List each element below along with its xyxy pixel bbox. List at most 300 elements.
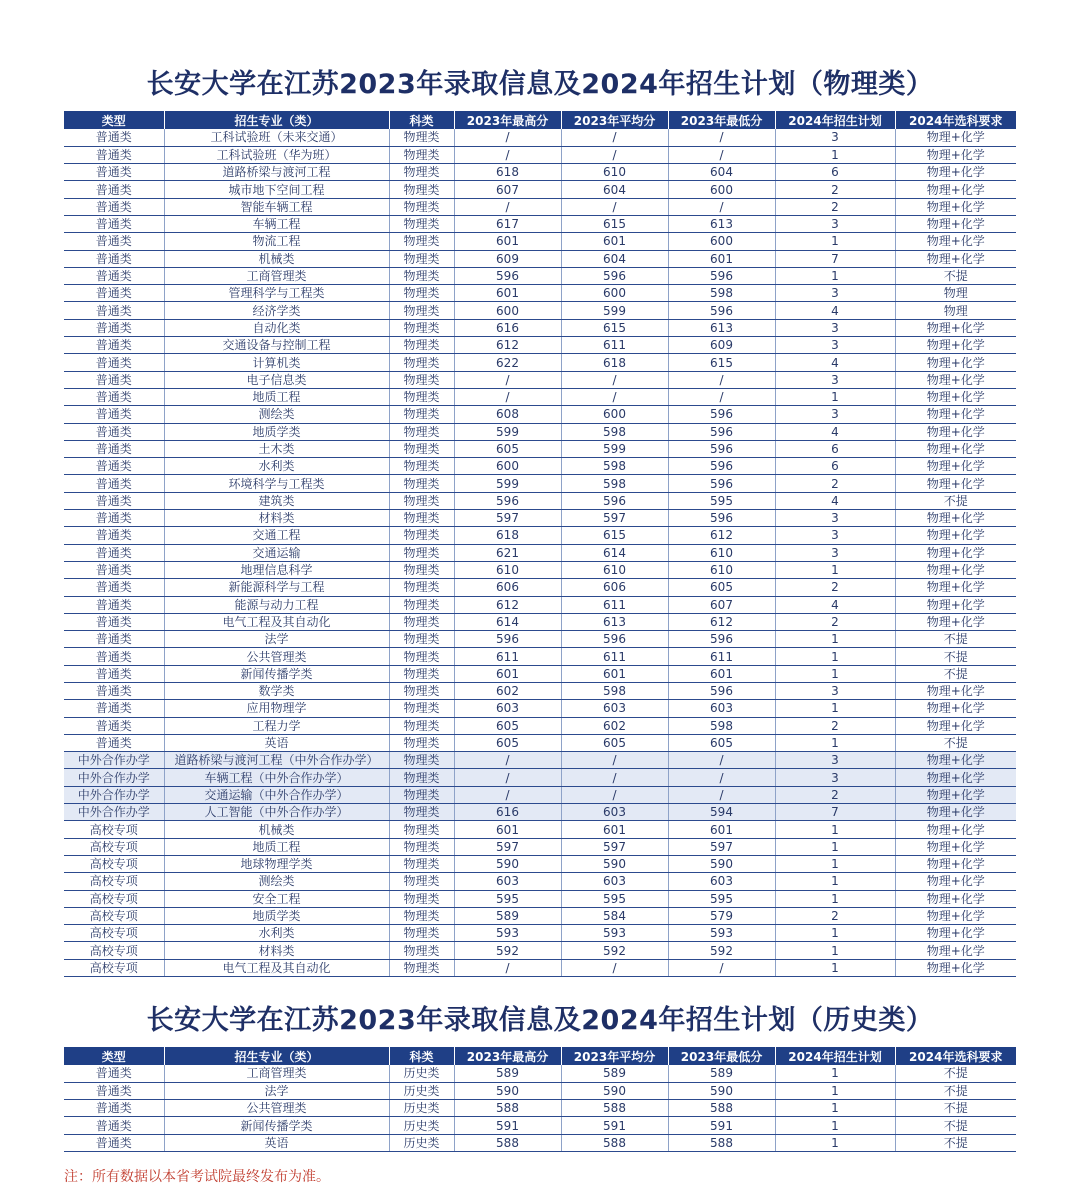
- table-cell: 高校专项: [64, 873, 164, 890]
- table-cell: 1: [775, 1134, 895, 1151]
- table-row: [64, 752, 1016, 769]
- table-cell: 交通运输（中外合作办学）: [164, 786, 389, 803]
- column-header: 2024年招生计划: [775, 1047, 895, 1065]
- table-cell: 596: [454, 492, 561, 509]
- table-cell: 普通类: [64, 1117, 164, 1134]
- table-cell: 历史类: [389, 1100, 454, 1117]
- column-header: 招生专业（类）: [164, 1047, 389, 1065]
- table-cell: 3: [775, 510, 895, 527]
- table-cell: 普通类: [64, 302, 164, 319]
- table-cell: 588: [668, 1134, 775, 1151]
- table-cell: 普通类: [64, 181, 164, 198]
- table-cell: /: [668, 146, 775, 163]
- table-cell: 普通类: [64, 1100, 164, 1117]
- table-cell: 高校专项: [64, 838, 164, 855]
- table-cell: 自动化类: [164, 319, 389, 336]
- history-title: 长安大学在江苏2023年录取信息及2024年招生计划（历史类）: [146, 1005, 934, 1036]
- column-header: 2023年平均分: [561, 1047, 668, 1065]
- table-cell: 1: [775, 1117, 895, 1134]
- table-cell: 598: [561, 458, 668, 475]
- table-cell: 603: [454, 700, 561, 717]
- table-row: [64, 440, 1016, 457]
- table-cell: 物理+化学: [895, 561, 1016, 578]
- table-cell: 物理类: [389, 959, 454, 976]
- column-header: 招生专业（类）: [164, 111, 389, 129]
- table-cell: 物理+化学: [895, 700, 1016, 717]
- table-cell: 596: [668, 406, 775, 423]
- table-cell: /: [561, 786, 668, 803]
- table-cell: 596: [454, 267, 561, 284]
- table-row: [64, 388, 1016, 405]
- table-cell: 3: [775, 769, 895, 786]
- table-cell: 物理+化学: [895, 146, 1016, 163]
- table-cell: 普通类: [64, 665, 164, 682]
- physics-table: [64, 111, 1016, 977]
- table-cell: 物理+化学: [895, 440, 1016, 457]
- table-cell: 601: [561, 665, 668, 682]
- table-cell: 596: [668, 440, 775, 457]
- table-cell: 普通类: [64, 129, 164, 146]
- column-header: 2023年最高分: [454, 1047, 561, 1065]
- table-cell: 普通类: [64, 458, 164, 475]
- table-cell: 历史类: [389, 1082, 454, 1099]
- table-cell: /: [668, 388, 775, 405]
- table-cell: 3: [775, 129, 895, 146]
- table-cell: 610: [561, 561, 668, 578]
- table-cell: 普通类: [64, 319, 164, 336]
- table-cell: 车辆工程: [164, 215, 389, 232]
- table-cell: 能源与动力工程: [164, 596, 389, 613]
- table-cell: 616: [454, 319, 561, 336]
- table-cell: 1: [775, 873, 895, 890]
- table-row: [64, 198, 1016, 215]
- table-cell: 3: [775, 544, 895, 561]
- table-cell: 3: [775, 215, 895, 232]
- table-cell: 2: [775, 613, 895, 630]
- table-cell: 工商管理类: [164, 267, 389, 284]
- table-cell: 591: [454, 1117, 561, 1134]
- table-cell: 物理+化学: [895, 683, 1016, 700]
- table-cell: 法学: [164, 1082, 389, 1099]
- table-cell: 物理类: [389, 925, 454, 942]
- table-cell: 英语: [164, 1134, 389, 1151]
- table-cell: 物理+化学: [895, 388, 1016, 405]
- table-cell: 617: [454, 215, 561, 232]
- table-row: [64, 821, 1016, 838]
- table-cell: 物理类: [389, 146, 454, 163]
- table-cell: 603: [561, 804, 668, 821]
- table-cell: 地质学类: [164, 423, 389, 440]
- table-cell: 601: [454, 233, 561, 250]
- table-row: [64, 925, 1016, 942]
- table-row: [64, 406, 1016, 423]
- table-cell: 普通类: [64, 198, 164, 215]
- table-row: [64, 181, 1016, 198]
- table-cell: 数学类: [164, 683, 389, 700]
- table-cell: /: [454, 959, 561, 976]
- table-cell: 物理+化学: [895, 510, 1016, 527]
- table-row: [64, 302, 1016, 319]
- table-cell: 611: [454, 648, 561, 665]
- table-row: [64, 804, 1016, 821]
- table-cell: 物理类: [389, 648, 454, 665]
- table-cell: 599: [454, 475, 561, 492]
- table-cell: 物理+化学: [895, 752, 1016, 769]
- table-row: [64, 717, 1016, 734]
- table-cell: 物理+化学: [895, 907, 1016, 924]
- table-cell: 601: [454, 285, 561, 302]
- table-cell: 604: [561, 181, 668, 198]
- table-cell: 611: [668, 648, 775, 665]
- table-cell: 618: [454, 164, 561, 181]
- table-cell: 公共管理类: [164, 648, 389, 665]
- column-header: 2024年招生计划: [775, 111, 895, 129]
- table-cell: 597: [454, 510, 561, 527]
- table-cell: 高校专项: [64, 855, 164, 872]
- table-cell: 物理+化学: [895, 596, 1016, 613]
- table-cell: /: [561, 959, 668, 976]
- table-cell: /: [668, 198, 775, 215]
- table-cell: 高校专项: [64, 942, 164, 959]
- table-cell: 普通类: [64, 579, 164, 596]
- table-cell: 4: [775, 354, 895, 371]
- table-cell: /: [561, 388, 668, 405]
- table-cell: 590: [454, 1082, 561, 1099]
- table-cell: /: [454, 752, 561, 769]
- table-row: [64, 959, 1016, 976]
- table-cell: 615: [561, 319, 668, 336]
- table-cell: 1: [775, 665, 895, 682]
- table-cell: 智能车辆工程: [164, 198, 389, 215]
- table-cell: 物理类: [389, 510, 454, 527]
- table-cell: 物理类: [389, 544, 454, 561]
- table-cell: 590: [668, 1082, 775, 1099]
- table-cell: /: [668, 959, 775, 976]
- table-cell: 592: [668, 942, 775, 959]
- table-cell: 615: [668, 354, 775, 371]
- table-cell: 不提: [895, 1134, 1016, 1151]
- table-cell: 物理类: [389, 129, 454, 146]
- table-cell: 594: [668, 804, 775, 821]
- table-cell: 普通类: [64, 734, 164, 751]
- table-row: [64, 129, 1016, 146]
- table-cell: 物理+化学: [895, 164, 1016, 181]
- table-cell: 598: [561, 475, 668, 492]
- table-cell: /: [561, 752, 668, 769]
- table-cell: 物理+化学: [895, 371, 1016, 388]
- table-cell: 中外合作办学: [64, 752, 164, 769]
- table-cell: 建筑类: [164, 492, 389, 509]
- table-cell: 普通类: [64, 146, 164, 163]
- table-cell: 高校专项: [64, 907, 164, 924]
- history-table: [64, 1047, 1016, 1152]
- table-cell: 新闻传播学类: [164, 1117, 389, 1134]
- table-cell: 596: [668, 423, 775, 440]
- column-header: 科类: [389, 1047, 454, 1065]
- table-cell: 1: [775, 700, 895, 717]
- table-cell: 598: [668, 285, 775, 302]
- table-cell: 普通类: [64, 215, 164, 232]
- table-cell: 物理+化学: [895, 198, 1016, 215]
- table-cell: 7: [775, 804, 895, 821]
- table-cell: 601: [454, 665, 561, 682]
- table-cell: 4: [775, 596, 895, 613]
- table-cell: 普通类: [64, 596, 164, 613]
- table-cell: 高校专项: [64, 959, 164, 976]
- table-cell: 2: [775, 907, 895, 924]
- table-cell: 物理类: [389, 371, 454, 388]
- table-cell: 605: [561, 734, 668, 751]
- table-cell: 英语: [164, 734, 389, 751]
- table-cell: 高校专项: [64, 925, 164, 942]
- table-cell: 中外合作办学: [64, 786, 164, 803]
- table-cell: 604: [561, 250, 668, 267]
- table-cell: 不提: [895, 665, 1016, 682]
- table-cell: 1: [775, 734, 895, 751]
- table-cell: 物理+化学: [895, 838, 1016, 855]
- table-row: [64, 855, 1016, 872]
- table-cell: 工商管理类: [164, 1065, 389, 1082]
- table-cell: 600: [454, 458, 561, 475]
- table-cell: 中外合作办学: [64, 769, 164, 786]
- table-cell: 电气工程及其自动化: [164, 613, 389, 630]
- table-row: [64, 631, 1016, 648]
- table-cell: 610: [668, 544, 775, 561]
- table-cell: 3: [775, 319, 895, 336]
- table-cell: 599: [454, 423, 561, 440]
- table-cell: 物理类: [389, 250, 454, 267]
- table-row: [64, 458, 1016, 475]
- table-cell: /: [561, 371, 668, 388]
- table-cell: 地质学类: [164, 907, 389, 924]
- table-cell: 604: [668, 164, 775, 181]
- table-cell: 1: [775, 959, 895, 976]
- table-cell: /: [454, 129, 561, 146]
- table-cell: 普通类: [64, 1065, 164, 1082]
- table-cell: 普通类: [64, 354, 164, 371]
- table-cell: 6: [775, 440, 895, 457]
- column-header: 2023年平均分: [561, 111, 668, 129]
- table-cell: 608: [454, 406, 561, 423]
- table-cell: /: [561, 198, 668, 215]
- column-header: 2023年最低分: [668, 111, 775, 129]
- table-row: [64, 561, 1016, 578]
- table-cell: 592: [454, 942, 561, 959]
- table-cell: 普通类: [64, 1082, 164, 1099]
- table-row: [64, 734, 1016, 751]
- table-cell: /: [561, 146, 668, 163]
- table-cell: 物理+化学: [895, 129, 1016, 146]
- table-cell: 物理类: [389, 215, 454, 232]
- table-cell: /: [454, 371, 561, 388]
- table-cell: 物理类: [389, 873, 454, 890]
- table-cell: 水利类: [164, 925, 389, 942]
- table-cell: 物理类: [389, 337, 454, 354]
- table-row: [64, 510, 1016, 527]
- table-cell: 1: [775, 388, 895, 405]
- table-cell: 新能源科学与工程: [164, 579, 389, 596]
- table-cell: 物理: [895, 302, 1016, 319]
- table-cell: 公共管理类: [164, 1100, 389, 1117]
- table-cell: /: [668, 752, 775, 769]
- table-cell: 物理+化学: [895, 181, 1016, 198]
- table-cell: 物理类: [389, 804, 454, 821]
- table-cell: 交通工程: [164, 527, 389, 544]
- table-row: [64, 215, 1016, 232]
- table-cell: 不提: [895, 631, 1016, 648]
- table-cell: 环境科学与工程类: [164, 475, 389, 492]
- table-cell: 579: [668, 907, 775, 924]
- table-cell: 3: [775, 752, 895, 769]
- table-cell: 普通类: [64, 475, 164, 492]
- column-header: 2024年选科要求: [895, 111, 1016, 129]
- table-cell: 597: [561, 838, 668, 855]
- table-cell: 地质工程: [164, 388, 389, 405]
- table-cell: 材料类: [164, 510, 389, 527]
- table-cell: 618: [561, 354, 668, 371]
- table-cell: 609: [454, 250, 561, 267]
- table-cell: 606: [561, 579, 668, 596]
- table-cell: 1: [775, 233, 895, 250]
- table-cell: 2: [775, 786, 895, 803]
- table-cell: 普通类: [64, 613, 164, 630]
- table-cell: 4: [775, 492, 895, 509]
- table-cell: /: [668, 769, 775, 786]
- table-cell: 高校专项: [64, 890, 164, 907]
- table-cell: 物理类: [389, 319, 454, 336]
- table-cell: 2: [775, 181, 895, 198]
- table-cell: 601: [561, 233, 668, 250]
- column-header: 2024年选科要求: [895, 1047, 1016, 1065]
- table-cell: 普通类: [64, 683, 164, 700]
- table-cell: 物理类: [389, 181, 454, 198]
- table-cell: 工科试验班（未来交通）: [164, 129, 389, 146]
- table-cell: 1: [775, 925, 895, 942]
- table-cell: 3: [775, 406, 895, 423]
- table-cell: 1: [775, 267, 895, 284]
- table-cell: 606: [454, 579, 561, 596]
- table-cell: 物理类: [389, 406, 454, 423]
- table-cell: 物理类: [389, 423, 454, 440]
- table-cell: 612: [454, 337, 561, 354]
- table-row: [64, 700, 1016, 717]
- table-cell: 595: [668, 492, 775, 509]
- table-row: [64, 596, 1016, 613]
- table-cell: 593: [454, 925, 561, 942]
- table-row: [64, 233, 1016, 250]
- table-row: [64, 873, 1016, 890]
- table-cell: 物理类: [389, 388, 454, 405]
- table-cell: 605: [668, 734, 775, 751]
- table-cell: 普通类: [64, 527, 164, 544]
- table-cell: 物理+化学: [895, 354, 1016, 371]
- table-cell: 物理+化学: [895, 769, 1016, 786]
- table-cell: 2: [775, 717, 895, 734]
- table-cell: /: [668, 129, 775, 146]
- table-row: [64, 838, 1016, 855]
- table-cell: 物理类: [389, 233, 454, 250]
- column-header: 2023年最高分: [454, 111, 561, 129]
- table-cell: 6: [775, 164, 895, 181]
- table-cell: 普通类: [64, 337, 164, 354]
- table-cell: 588: [561, 1100, 668, 1117]
- table-row: [64, 579, 1016, 596]
- table-row: [64, 648, 1016, 665]
- column-header: 类型: [64, 1047, 164, 1065]
- table-cell: 物理类: [389, 527, 454, 544]
- table-cell: 物理类: [389, 613, 454, 630]
- table-cell: 工程力学: [164, 717, 389, 734]
- table-row: [64, 769, 1016, 786]
- table-cell: /: [454, 769, 561, 786]
- table-cell: 普通类: [64, 250, 164, 267]
- table-cell: 历史类: [389, 1065, 454, 1082]
- table-row: [64, 492, 1016, 509]
- table-cell: 611: [561, 648, 668, 665]
- table-cell: 613: [668, 319, 775, 336]
- table-cell: 物理+化学: [895, 319, 1016, 336]
- table-cell: 普通类: [64, 233, 164, 250]
- table-row: [64, 544, 1016, 561]
- table-cell: 601: [668, 665, 775, 682]
- physics-body: [64, 129, 1016, 977]
- table-cell: 618: [454, 527, 561, 544]
- table-cell: 591: [561, 1117, 668, 1134]
- table-cell: 596: [668, 631, 775, 648]
- table-cell: 614: [454, 613, 561, 630]
- table-cell: 应用物理学: [164, 700, 389, 717]
- table-cell: 595: [454, 890, 561, 907]
- table-cell: 物理+化学: [895, 717, 1016, 734]
- table-cell: 普通类: [64, 631, 164, 648]
- table-cell: 605: [668, 579, 775, 596]
- table-cell: 物理类: [389, 700, 454, 717]
- table-cell: 高校专项: [64, 821, 164, 838]
- table-row: [64, 527, 1016, 544]
- table-cell: 物理类: [389, 665, 454, 682]
- table-cell: 596: [668, 458, 775, 475]
- table-cell: 603: [668, 700, 775, 717]
- table-cell: 物理类: [389, 198, 454, 215]
- table-cell: 615: [561, 527, 668, 544]
- table-cell: 597: [561, 510, 668, 527]
- table-row: [64, 1117, 1016, 1134]
- table-cell: 1: [775, 942, 895, 959]
- history-header-row: [64, 1047, 1016, 1065]
- table-cell: /: [454, 388, 561, 405]
- table-cell: 车辆工程（中外合作办学）: [164, 769, 389, 786]
- table-cell: 普通类: [64, 423, 164, 440]
- table-row: [64, 337, 1016, 354]
- table-cell: 物理+化学: [895, 786, 1016, 803]
- table-cell: 物理类: [389, 302, 454, 319]
- table-cell: 588: [454, 1100, 561, 1117]
- column-header: 类型: [64, 111, 164, 129]
- table-cell: 614: [561, 544, 668, 561]
- table-cell: 601: [668, 821, 775, 838]
- table-cell: /: [561, 129, 668, 146]
- table-cell: 598: [668, 717, 775, 734]
- table-cell: 600: [561, 406, 668, 423]
- table-row: [64, 423, 1016, 440]
- table-cell: 物理+化学: [895, 215, 1016, 232]
- table-cell: 597: [454, 838, 561, 855]
- history-body: [64, 1065, 1016, 1151]
- table-cell: 物理类: [389, 285, 454, 302]
- table-cell: 交通设备与控制工程: [164, 337, 389, 354]
- table-cell: 物理+化学: [895, 458, 1016, 475]
- table-cell: 交通运输: [164, 544, 389, 561]
